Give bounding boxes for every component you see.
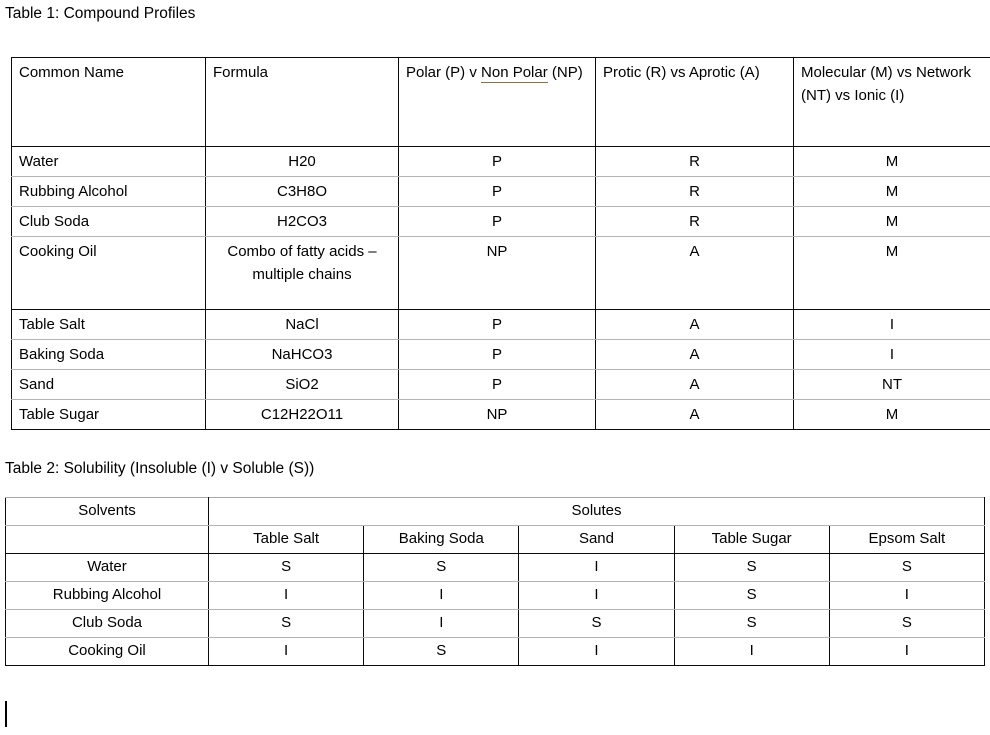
cell-solvent-name: Cooking Oil: [6, 638, 209, 666]
cell-solubility: S: [674, 610, 829, 638]
table-row: [6, 610, 985, 638]
cell-formula: SiO2: [206, 370, 399, 400]
header-corner-blank: [6, 526, 209, 554]
cell-common-name: Rubbing Alcohol: [12, 177, 206, 207]
cell-solubility: I: [364, 610, 519, 638]
cell-solubility: I: [519, 554, 674, 582]
cell-common-name: Table Sugar: [12, 400, 206, 430]
cell-protic: A: [596, 237, 794, 310]
cell-solubility: I: [364, 582, 519, 610]
header-solute-table-salt: Table Salt: [209, 526, 364, 554]
cell-solubility: S: [674, 582, 829, 610]
table-row: [6, 638, 985, 666]
cell-structure: M: [794, 237, 990, 310]
table-row: [12, 177, 990, 207]
header-solute-epsom-salt: Epsom Salt: [829, 526, 984, 554]
cell-polarity: P: [399, 310, 596, 340]
cell-polarity: P: [399, 340, 596, 370]
table-row: [12, 237, 990, 310]
cell-solubility: S: [829, 554, 984, 582]
cell-formula: C3H8O: [206, 177, 399, 207]
header-polarity-flagged-text: Non Polar: [481, 64, 548, 81]
cell-common-name: Water: [12, 147, 206, 177]
cell-solubility: I: [829, 638, 984, 666]
table-row: [6, 554, 985, 582]
table-row: [12, 370, 990, 400]
header-solutes: Solutes: [209, 498, 985, 526]
cell-protic: R: [596, 177, 794, 207]
cell-solubility: S: [364, 554, 519, 582]
cell-structure: M: [794, 177, 990, 207]
cell-protic: R: [596, 147, 794, 177]
cell-solubility: S: [209, 610, 364, 638]
cell-polarity: NP: [399, 237, 596, 310]
cell-structure: I: [794, 340, 990, 370]
header-solute-table-sugar: Table Sugar: [674, 526, 829, 554]
cell-polarity: P: [399, 207, 596, 237]
cell-solvent-name: Rubbing Alcohol: [6, 582, 209, 610]
cell-structure: M: [794, 207, 990, 237]
cell-formula: H2CO3: [206, 207, 399, 237]
cell-solubility: I: [674, 638, 829, 666]
header-protic-aprotic: Protic (R) vs Aprotic (A): [596, 58, 794, 147]
table-row: [12, 340, 990, 370]
cell-formula: Combo of fatty acids – multiple chains: [206, 237, 399, 310]
cell-common-name: Baking Soda: [12, 340, 206, 370]
cell-solubility: S: [519, 610, 674, 638]
cell-formula: NaHCO3: [206, 340, 399, 370]
table-1-caption: Table 1: Compound Profiles: [5, 5, 196, 22]
table-row: [12, 147, 990, 177]
cell-protic: A: [596, 310, 794, 340]
cell-polarity: P: [399, 177, 596, 207]
cell-structure: NT: [794, 370, 990, 400]
table-2-caption: Table 2: Solubility (Insoluble (I) v Soluble (S)): [5, 460, 315, 477]
cell-solubility: S: [829, 610, 984, 638]
header-solute-sand: Sand: [519, 526, 674, 554]
cell-solubility: I: [829, 582, 984, 610]
cell-structure: I: [794, 310, 990, 340]
cell-common-name: Table Salt: [12, 310, 206, 340]
cell-solubility: I: [519, 582, 674, 610]
solubility-table: [5, 497, 985, 666]
cell-polarity: P: [399, 370, 596, 400]
cell-common-name: Sand: [12, 370, 206, 400]
cell-protic: A: [596, 340, 794, 370]
cell-solvent-name: Club Soda: [6, 610, 209, 638]
cell-protic: A: [596, 370, 794, 400]
header-polarity-prefix: Polar (P) v: [406, 64, 482, 81]
table-row: [6, 582, 985, 610]
cell-formula: NaCl: [206, 310, 399, 340]
header-formula: Formula: [206, 58, 399, 147]
cell-solubility: S: [364, 638, 519, 666]
table-2-column-header-row: [6, 526, 985, 554]
cell-solubility: I: [209, 638, 364, 666]
cell-common-name: Cooking Oil: [12, 237, 206, 310]
table-row: [12, 310, 990, 340]
header-structure-type: Molecular (M) vs Network (NT) vs Ionic (I): [794, 58, 990, 147]
header-common-name: Common Name: [12, 58, 206, 147]
cell-structure: M: [794, 147, 990, 177]
cell-solubility: S: [674, 554, 829, 582]
cell-protic: R: [596, 207, 794, 237]
table-row: [12, 207, 990, 237]
cell-solubility: I: [519, 638, 674, 666]
header-polarity: [399, 58, 596, 147]
cell-common-name: Club Soda: [12, 207, 206, 237]
cell-structure: M: [794, 400, 990, 430]
table-row: [12, 400, 990, 430]
header-solute-baking-soda: Baking Soda: [364, 526, 519, 554]
cell-solubility: S: [209, 554, 364, 582]
cell-formula: C12H22O11: [206, 400, 399, 430]
header-solvents: Solvents: [6, 498, 209, 526]
cell-formula: H20: [206, 147, 399, 177]
header-polarity-suffix: (NP): [547, 64, 583, 81]
compound-profiles-table: [11, 57, 990, 430]
text-cursor-caret: [5, 701, 7, 727]
table-2-group-header-row: [6, 498, 985, 526]
cell-solubility: I: [209, 582, 364, 610]
cell-polarity: NP: [399, 400, 596, 430]
cell-protic: A: [596, 400, 794, 430]
cell-polarity: P: [399, 147, 596, 177]
table-1-body: [12, 58, 990, 430]
cell-solvent-name: Water: [6, 554, 209, 582]
table-2-body: [6, 498, 985, 666]
table-1-header-row: [12, 58, 990, 147]
